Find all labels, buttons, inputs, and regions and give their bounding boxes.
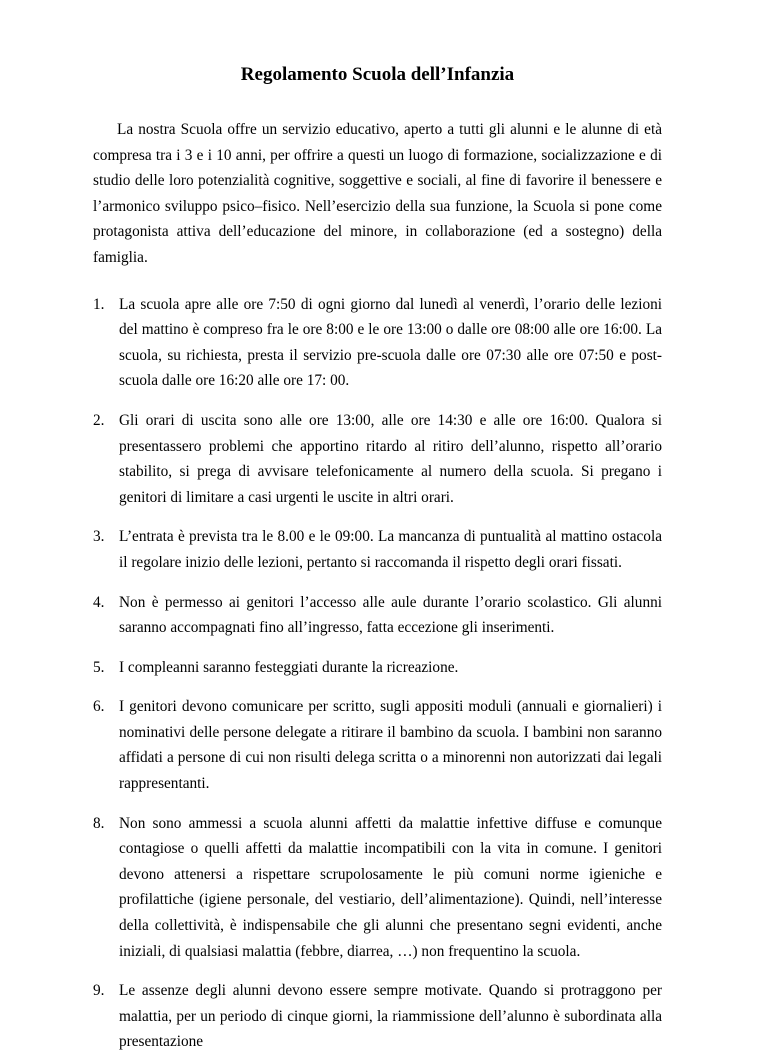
- rule-text: Le assenze degli alunni devono essere sempre motivate. Quando si protraggono per malattia, per un periodo di cinque giorni, la riammissione dell’alunno è subordinata alla presentazione: [119, 982, 662, 1051]
- rule-number: 8.: [93, 814, 105, 832]
- rule-text: I compleanni saranno festeggiati durante la ricreazione.: [119, 658, 459, 676]
- rule-text: L’entrata è prevista tra le 8.00 e le 09:00. La mancanza di puntualità al mattino ostacola il regolare inizio delle lezioni, pertanto si raccomanda il rispetto degli orari fissati.: [119, 528, 662, 571]
- rule-text: I genitori devono comunicare per scritto, sugli appositi moduli (annuali e giornalieri) i nominativi delle persone delegate a ritirare il bambino da scuola. I bambini non saranno affidati a persone di cui non risulti delega scritta o a minorenni non autorizzati dai legali rappresentanti.: [119, 698, 662, 793]
- rule-item: [93, 292, 662, 394]
- intro-paragraph: La nostra Scuola offre un servizio educativo, aperto a tutti gli alunni e le alunne di età compresa tra i 3 e i 10 anni, per offrire a questi un luogo di formazione, socializzazione e di studio delle loro potenzialità cognitive, soggettive e sociali, al fine di favorire il benessere e l’armonico sviluppo psico–fisico. Nell’esercizio della sua funzione, la Scuola si pone come protagonista attiva dell’educazione del minore, in collaborazione (ed a sostegno) della famiglia.: [93, 121, 662, 266]
- page-title: Regolamento Scuola dell’Infanzia: [240, 64, 515, 85]
- rule-item: [93, 978, 662, 1055]
- rule-item: [93, 590, 662, 641]
- rule-item: [93, 694, 662, 796]
- rule-number: 9.: [93, 982, 105, 1000]
- rule-item: [93, 408, 662, 510]
- rule-item: [93, 655, 662, 681]
- rule-number: 3.: [93, 528, 105, 546]
- rule-text: Non sono ammessi a scuola alunni affetti da malattie infettive diffuse e comunque contagiose o quelli affetti da malattie incompatibili con la vita in comune. I genitori devono attenersi a rispettare scrupolosamente le più comuni norme igieniche e profilattiche (igiene personale, del vestiario, dell’alimentazione). Quindi, nell’interesse della collettività, è indispensabile che gli alunni che presentano segni evidenti, anche iniziali, di qualsiasi malattia (febbre, diarrea, …) non frequentino la scuola.: [119, 814, 662, 960]
- rule-text: Gli orari di uscita sono alle ore 13:00, alle ore 14:30 e alle ore 16:00. Qualora si presentassero problemi che apportino ritardo al ritiro dell’alunno, rispetto all’orario stabilito, si prega di avvisare telefonicamente al numero della scuola. Si pregano i genitori di limitare a casi urgenti le uscite in altri orari.: [119, 411, 662, 506]
- rule-item: [93, 524, 662, 575]
- rule-number: 4.: [93, 593, 105, 611]
- rules-list: [93, 292, 662, 1055]
- rule-text: La scuola apre alle ore 7:50 di ogni giorno dal lunedì al venerdì, l’orario delle lezioni del mattino è compreso fra le ore 8:00 e le ore 13:00 o dalle ore 08:00 alle ore 16:00. La scuola, su richiesta, presta il servizio pre-scuola dalle ore 07:30 alle ore 07:50 e post-scuola dalle ore 16:20 alle ore 17: 00.: [119, 295, 662, 390]
- rule-number: 6.: [93, 698, 105, 716]
- rule-item: [93, 811, 662, 965]
- rule-number: 5.: [93, 658, 105, 676]
- rule-number: 2.: [93, 411, 105, 429]
- rule-number: 1.: [93, 295, 105, 313]
- rule-text: Non è permesso ai genitori l’accesso alle aule durante l’orario scolastico. Gli alunni saranno accompagnati fino all’ingresso, fatta eccezione gli inserimenti.: [119, 593, 662, 637]
